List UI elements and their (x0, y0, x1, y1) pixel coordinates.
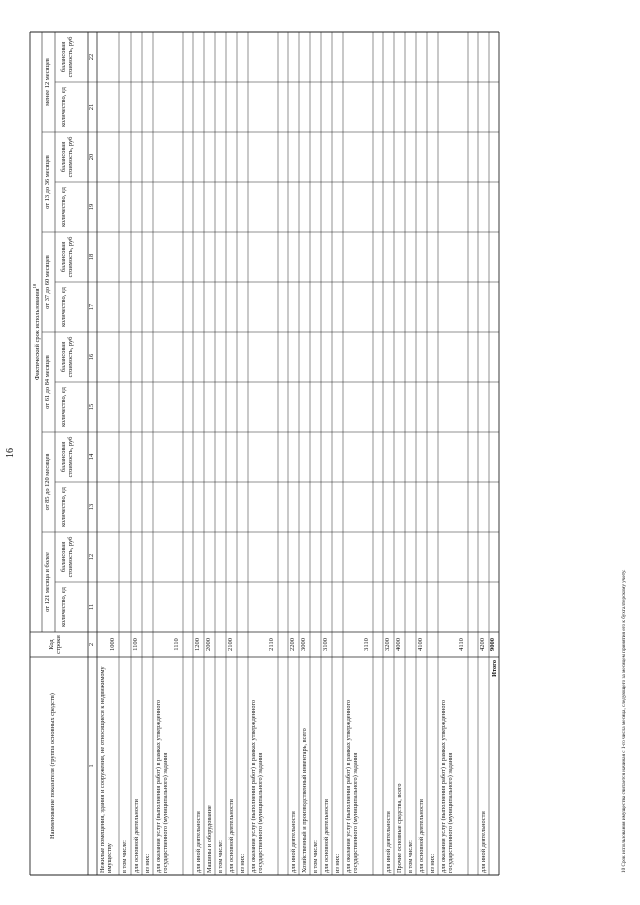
header-cost: балансовая стоимость, руб (60, 336, 74, 378)
row-label: Хозяйственный и производственный инвентарь, всего (300, 728, 308, 873)
row-code: 4110 (458, 638, 465, 651)
column-number: 22 (88, 53, 95, 61)
row-label: для оказания услуг (выполнения работ) в рамках утвержденного государственного (муниципального) задания (249, 699, 264, 873)
header-code: Код строки (48, 635, 62, 654)
row-label: Нежилые помещения, здания и сооружения, не относящиеся к недвижимому имуществу (98, 666, 113, 873)
row-label: для иной деятельности (194, 811, 202, 873)
column-number: 15 (88, 403, 95, 411)
row-code: 3000 (300, 638, 307, 651)
column-number: 20 (88, 153, 95, 161)
row-code: 4200 (479, 638, 486, 651)
column-number: 21 (88, 103, 95, 111)
row-label: из них: (333, 853, 341, 873)
header-cost: балансовая стоимость, руб (60, 536, 74, 578)
row-label: Машины и оборудование (205, 805, 213, 873)
row-label: для основной деятельности (227, 799, 235, 873)
row-label: для оказания услуг (выполнения работ) в рамках утвержденного государственного (муниципального) задания (344, 699, 359, 873)
header-quantity: количество, ед (60, 487, 67, 527)
row-label: в том числе: (120, 840, 128, 873)
row-code: 1100 (132, 638, 139, 651)
row-code: 1200 (194, 638, 201, 651)
header-group: от 61 до 84 месяцев (44, 355, 51, 409)
row-label: для основной деятельности (417, 799, 425, 873)
row-label: для иной деятельности (384, 811, 392, 873)
header-cost: балансовая стоимость, руб (60, 36, 74, 78)
total-label: Итого (490, 660, 498, 677)
column-number: 1 (88, 764, 95, 768)
row-label: в том числе: (216, 840, 224, 873)
header-cost: балансовая стоимость, руб (60, 436, 74, 478)
header-cost: балансовая стоимость, руб (60, 136, 74, 178)
header-main: Фактический срок использования$^{10}$ (32, 283, 42, 381)
footnote: 10 Срок использования имущества считается начиная с 1-го числа месяца, следующего за месяцем принятия его к бухгалтерскому учету. (621, 569, 627, 873)
row-code: 3200 (384, 638, 391, 651)
header-quantity: количество, ед (60, 87, 67, 127)
row-label: для иной деятельности (479, 811, 487, 873)
row-label: в том числе: (406, 840, 414, 873)
column-number: 14 (88, 453, 95, 461)
page-number: 16 (5, 448, 16, 458)
column-number: 17 (88, 303, 95, 311)
row-code: 2100 (227, 638, 234, 651)
header-name: Наименование показателя (группа основных средств) (49, 693, 56, 839)
row-code: 4000 (395, 638, 402, 651)
header-cost: балансовая стоимость, руб (60, 236, 74, 278)
column-number: 13 (88, 503, 95, 511)
row-label: из них: (143, 853, 151, 873)
row-code: 3110 (363, 638, 370, 651)
row-label: Прочие основные средства, всего (395, 783, 403, 873)
column-number: 18 (88, 253, 95, 261)
header-quantity: количество, ед (60, 387, 67, 427)
row-code: 1000 (109, 638, 116, 651)
row-label: для оказания услуг (выполнения работ) в рамках утвержденного государственного (муниципального) задания (439, 699, 454, 873)
row-label: из них: (238, 853, 246, 873)
column-number: 12 (88, 553, 95, 561)
row-code: 4100 (417, 638, 424, 651)
header-group: от 13 до 36 месяцев (44, 155, 51, 209)
header-group: менее 12 месяцев (44, 58, 51, 106)
header-quantity: количество, ед (60, 187, 67, 227)
row-code: 2200 (289, 638, 296, 651)
column-number: 16 (88, 353, 95, 361)
header-group: от 85 до 120 месяцев (44, 453, 51, 511)
header-quantity: количество, ед (60, 287, 67, 327)
row-label: в том числе: (311, 840, 319, 873)
row-code: 1110 (173, 638, 180, 651)
row-code: 2110 (268, 638, 275, 651)
row-code: 3100 (322, 638, 329, 651)
header-group: от 37 до 60 месяцев (44, 255, 51, 309)
header-main-footnote-mark: 10 (32, 283, 37, 289)
row-code: 2000 (205, 638, 212, 651)
column-number: 19 (88, 203, 95, 211)
row-label: из них: (428, 853, 436, 873)
header-group: от 121 месяца и более (44, 552, 51, 612)
header-quantity: количество, ед (60, 587, 67, 627)
row-label: для иной деятельности (289, 811, 297, 873)
row-label: для оказания услуг (выполнения работ) в рамках утвержденного государственного (муниципального) задания (154, 699, 169, 873)
column-number: 11 (88, 603, 95, 611)
column-number: 2 (88, 642, 95, 647)
row-label: для основной деятельности (132, 799, 140, 873)
row-code: 9000 (489, 638, 496, 651)
row-label: для основной деятельности (322, 799, 330, 873)
